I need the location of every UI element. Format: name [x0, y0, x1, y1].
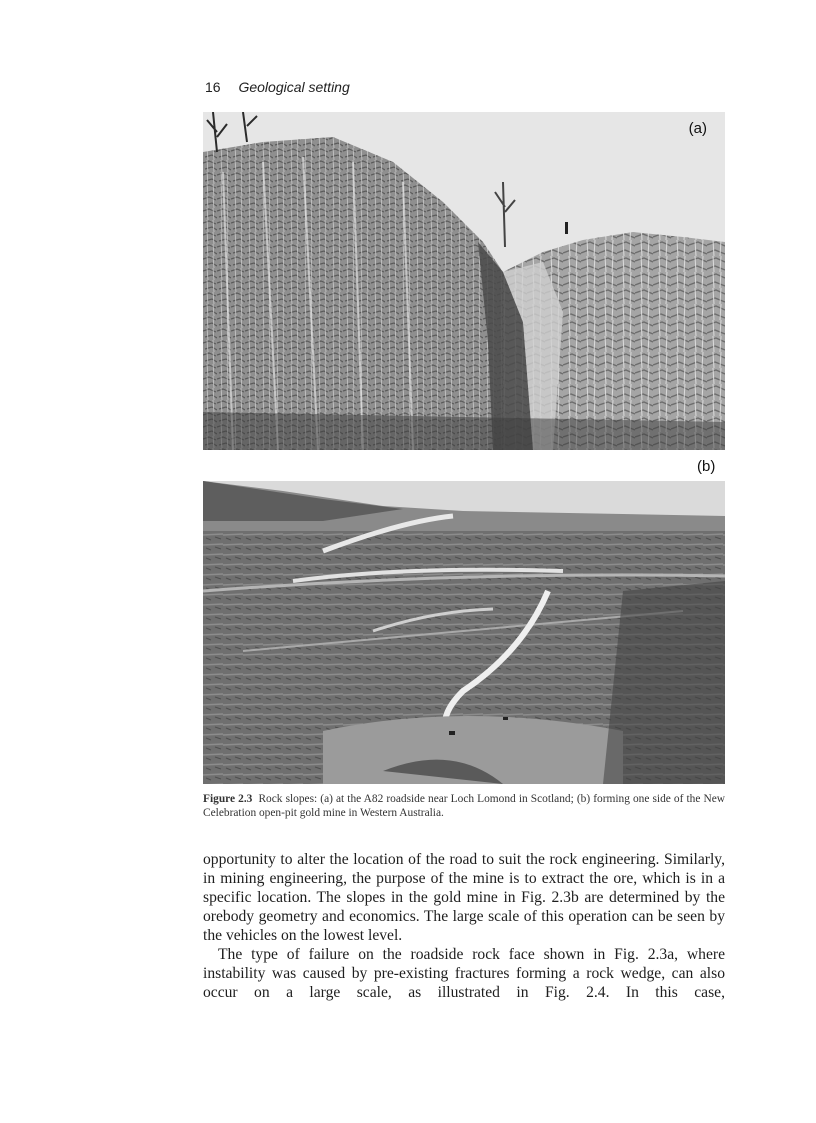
page-number: 16 — [205, 79, 221, 95]
rock-slope-roadside-image — [203, 112, 725, 450]
figure-photo-b — [203, 481, 725, 784]
chapter-title: Geological setting — [238, 79, 350, 95]
paragraph: The type of failure on the roadside rock face shown in Fig. 2.3a, where instability was caused by pre-existing fractures forming a rock wedge, can also occur on a large scale, as illustrated in Fig. 2.4. In this case, — [203, 946, 725, 1001]
figure-caption — [203, 792, 725, 820]
paragraph: opportunity to alter the location of the road to suit the rock engineering. Similarly, in mining engineering, the purpose of the mine is to extract the ore, which is in a specific location. The slopes in the gold mine in Fig. 2.3b are determined by the orebody geometry and economics. The large scale of this operation can be seen by the vehicles on the lowest level. — [203, 851, 725, 944]
body-text — [203, 850, 725, 1002]
figure-photo-a — [203, 112, 725, 450]
panel-label-b: (b) — [697, 458, 716, 475]
open-pit-mine-image — [203, 481, 725, 784]
figure-caption-label: Figure 2.3 — [203, 793, 253, 805]
figure-caption-text: Rock slopes: (a) at the A82 roadside near Loch Lomond in Scotland; (b) forming one side of the New Celebration open-pit gold mine in Western Australia. — [203, 793, 725, 819]
panel-label-a: (a) — [688, 120, 707, 137]
running-head — [205, 79, 350, 95]
